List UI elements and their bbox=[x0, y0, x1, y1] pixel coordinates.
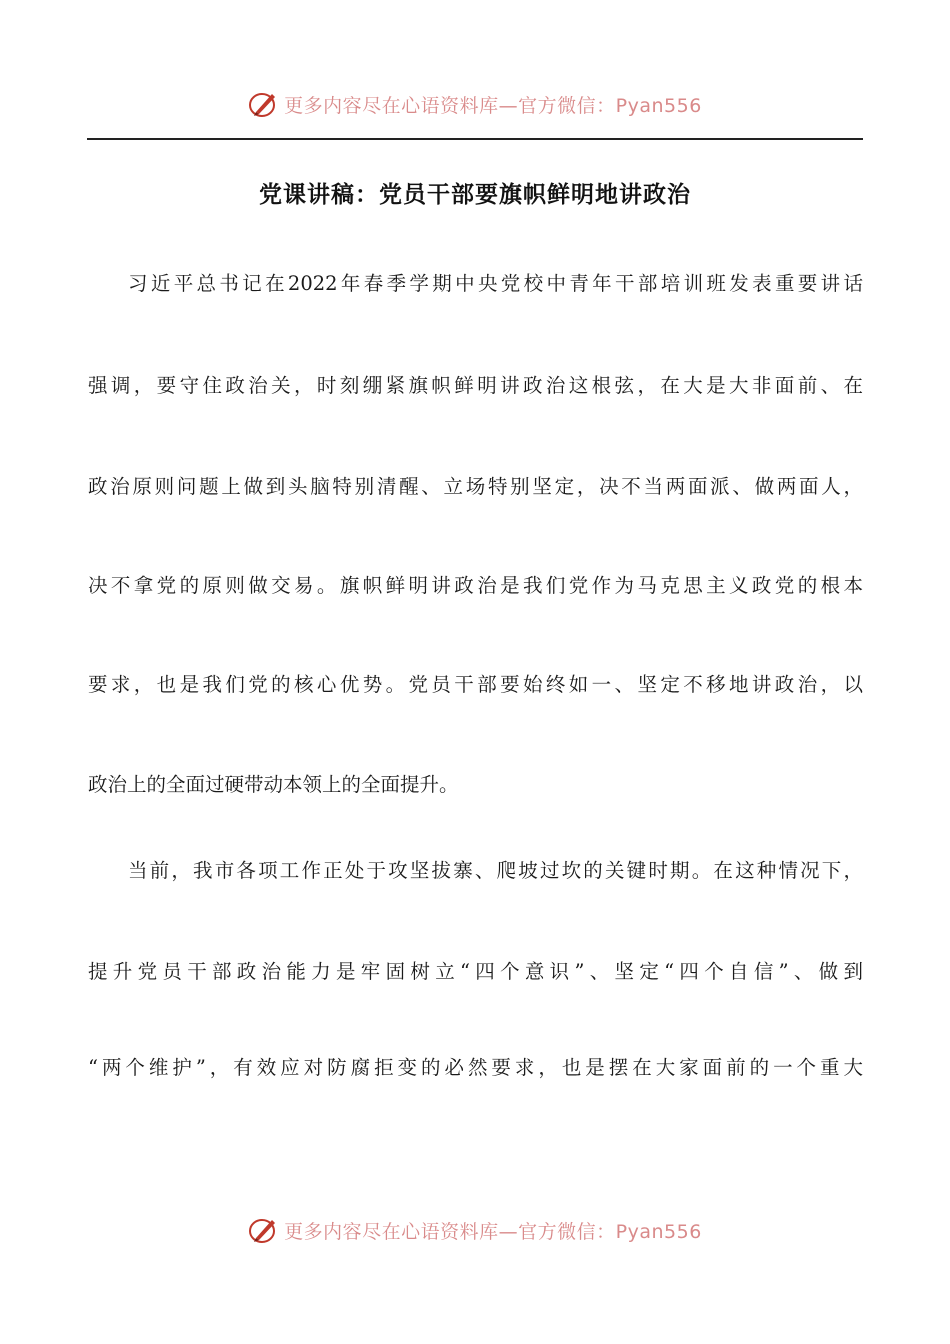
footer-watermark bbox=[0, 1210, 950, 1250]
body-line: 当前，我市各项工作正处于攻坚拔寨、爬坡过坎的关键时期。在这种情况下， bbox=[128, 859, 863, 882]
body-line: 决不拿党的原则做交易。旗帜鲜明讲政治是我们党作为马克思主义政党的根本 bbox=[88, 574, 863, 597]
body-line: 习近平总书记在2022年春季学期中央党校中青年干部培训班发表重要讲话 bbox=[128, 272, 863, 295]
body-line: 要求，也是我们党的核心优势。党员干部要始终如一、坚定不移地讲政治，以 bbox=[88, 673, 863, 696]
watermark-text: 更多内容尽在心语资料库—官方微信：Pyan556 bbox=[284, 1220, 702, 1243]
body-line: 提升党员干部政治能力是牢固树立“四个意识”、坚定“四个自信”、做到 bbox=[88, 960, 863, 983]
body-line: “两个维护”，有效应对防腐拒变的必然要求，也是摆在大家面前的一个重大 bbox=[88, 1056, 863, 1079]
quill-pen-logo-icon bbox=[248, 88, 280, 120]
body-line: 强调，要守住政治关，时刻绷紧旗帜鲜明讲政治这根弦，在大是大非面前、在 bbox=[88, 374, 863, 397]
header-watermark bbox=[0, 84, 950, 124]
quill-pen-logo-icon bbox=[248, 1214, 280, 1246]
body-line: 政治上的全面过硬带动本领上的全面提升。 bbox=[88, 773, 459, 796]
document-title: 党课讲稿：党员干部要旗帜鲜明地讲政治 bbox=[259, 182, 691, 208]
header-divider bbox=[87, 138, 863, 140]
body-line: 政治原则问题上做到头脑特别清醒、立场特别坚定，决不当两面派、做两面人， bbox=[88, 475, 863, 498]
watermark-text: 更多内容尽在心语资料库—官方微信：Pyan556 bbox=[284, 94, 702, 117]
